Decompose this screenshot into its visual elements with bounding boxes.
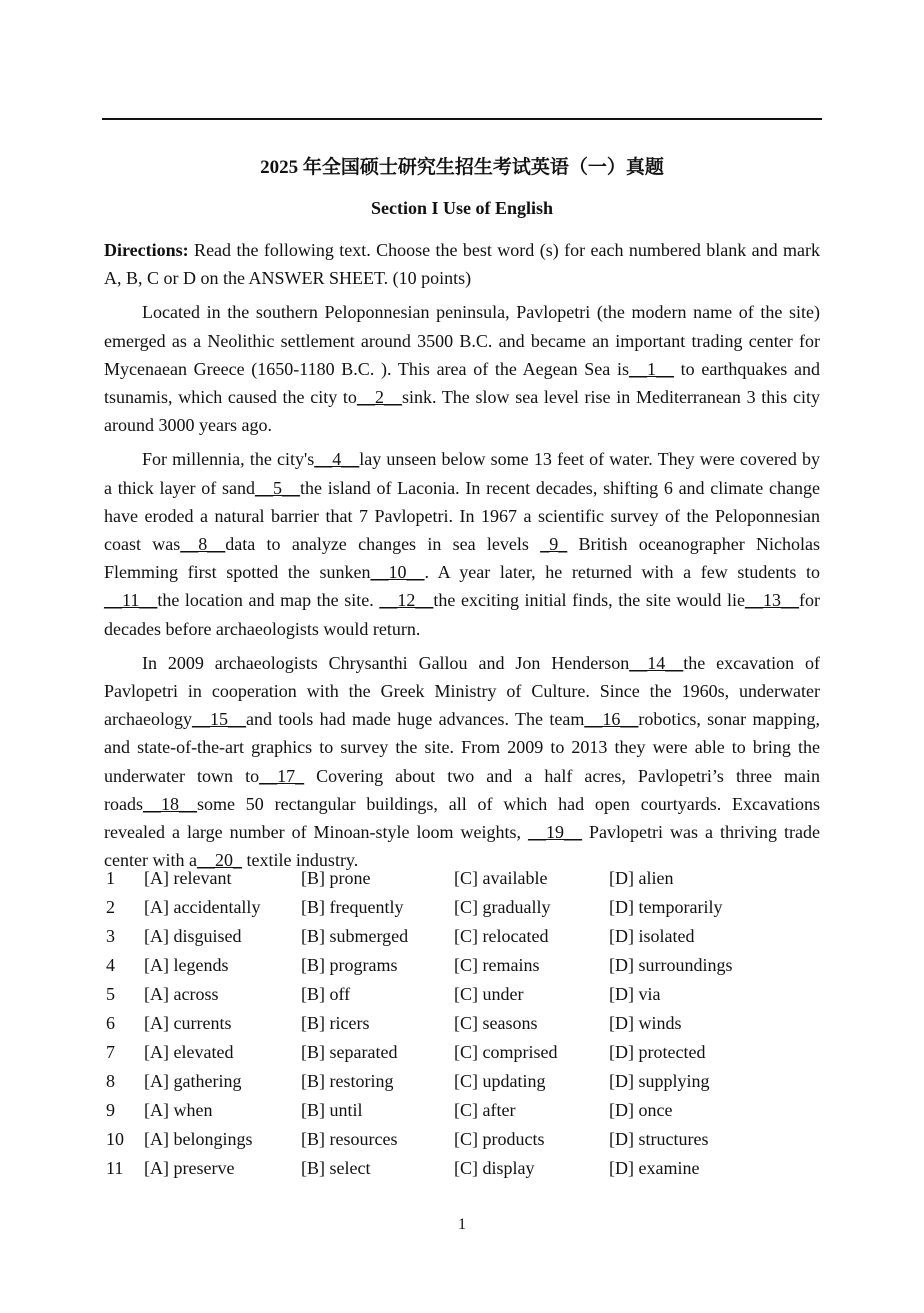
directions-text: Read the following text. Choose the best word (s) for each numbered blank and mark A, B, C or D on the ANSWER SHEET. (10 points) xyxy=(104,240,820,289)
option-b: [B] off xyxy=(301,984,351,1004)
passage-text: Covering about two and a half acres, Pavlopetri’s three main roads xyxy=(104,765,820,814)
page-title: 2025 年全国硕士研究生招生考试英语（一）真题 xyxy=(260,157,664,178)
answer-blank: __12__ xyxy=(379,590,434,611)
question-number: 4 xyxy=(106,955,115,975)
passage-text: to earthquakes and tsunamis, which caused the city to xyxy=(104,358,820,408)
passage-text: For millennia, the city's xyxy=(142,449,315,470)
option-row xyxy=(106,1071,822,1100)
answer-blank: __10__ xyxy=(370,562,425,583)
option-row xyxy=(106,955,822,984)
paragraph xyxy=(104,445,820,642)
passage-text: robotics, sonar mapping, and state-of-the-art graphics to survey the site. From 2009 to 2013 they were able to bring the underwater town to xyxy=(104,709,820,786)
option-row xyxy=(106,897,822,926)
answer-blank: __11__ xyxy=(104,590,158,611)
passage-text: for decades before archaeologists would return. xyxy=(104,590,820,639)
option-c: [C] available xyxy=(454,868,548,888)
directions-label: Directions: xyxy=(104,240,189,260)
option-a: [A] across xyxy=(144,984,219,1004)
option-c: [C] relocated xyxy=(454,926,549,946)
question-number: 10 xyxy=(106,1129,124,1149)
answer-blank: __15__ xyxy=(191,709,246,730)
option-b: [B] prone xyxy=(301,868,371,888)
option-row xyxy=(106,1042,822,1071)
paragraph xyxy=(104,298,820,439)
passage-text: the location and map the site. xyxy=(157,590,380,611)
option-d: [D] protected xyxy=(609,1042,706,1062)
option-row xyxy=(106,926,822,955)
question-number: 7 xyxy=(106,1042,115,1062)
option-c: [C] products xyxy=(454,1129,545,1149)
question-number: 2 xyxy=(106,897,115,917)
question-number: 9 xyxy=(106,1100,115,1120)
option-b: [B] until xyxy=(301,1100,363,1120)
passage-text: textile industry. xyxy=(241,850,359,871)
option-c: [C] gradually xyxy=(454,897,551,917)
passage-text: the exciting initial finds, the site would lie xyxy=(433,590,745,611)
option-a: [A] relevant xyxy=(144,868,232,888)
option-row xyxy=(106,1013,822,1042)
option-d: [D] isolated xyxy=(609,926,695,946)
option-a: [A] disguised xyxy=(144,926,242,946)
option-a: [A] preserve xyxy=(144,1158,235,1178)
passage-text: and tools had made huge advances. The team xyxy=(245,709,585,730)
answer-blank: __8__ xyxy=(180,534,226,555)
option-c: [C] after xyxy=(454,1100,516,1120)
option-row xyxy=(106,868,822,897)
option-d: [D] winds xyxy=(609,1013,682,1033)
option-b: [B] restoring xyxy=(301,1071,394,1091)
option-d: [D] once xyxy=(609,1100,673,1120)
passage-text: Located in the southern Peloponnesian peninsula, Pavlopetri (the modern name of the site) emerged as a Neolithic settlement around 3500 B.C. and became an important trading center for Mycenaean Greece (1650-1180 B.C. ). This area of the Aegean Sea is xyxy=(104,302,820,379)
option-a: [A] legends xyxy=(144,955,229,975)
page-number: 1 xyxy=(458,1216,466,1233)
passage-text: . A year later, he returned with a few students to xyxy=(424,562,821,583)
directions xyxy=(104,236,820,292)
option-a: [A] belongings xyxy=(144,1129,253,1149)
option-row xyxy=(106,1158,822,1187)
passage-text: the island of Laconia. In recent decades, shifting 6 and climate change have eroded a natural barrier that 7 Pavlopetri. In 1967 a scientific survey of the Peloponnesian coast was xyxy=(104,477,820,555)
header-rule xyxy=(102,118,822,120)
option-d: [D] via xyxy=(609,984,661,1004)
paragraph xyxy=(104,649,820,875)
question-number: 1 xyxy=(106,868,115,888)
question-number: 3 xyxy=(106,926,115,946)
answer-blank: __1__ xyxy=(628,358,674,379)
section-title: Section I Use of English xyxy=(370,198,554,218)
option-b: [B] ricers xyxy=(301,1013,370,1033)
passage-text: British oceanographer Nicholas Flemming first spotted the sunken xyxy=(104,534,820,583)
option-row xyxy=(106,1100,822,1129)
option-a: [A] elevated xyxy=(144,1042,234,1062)
option-b: [B] separated xyxy=(301,1042,398,1062)
question-number: 6 xyxy=(106,1013,115,1033)
option-d: [D] supplying xyxy=(609,1071,710,1091)
option-b: [B] programs xyxy=(301,955,398,975)
question-number: 5 xyxy=(106,984,115,1004)
option-c: [C] under xyxy=(454,984,524,1004)
answer-blank: __18__ xyxy=(143,793,197,814)
option-row xyxy=(106,984,822,1013)
question-number: 8 xyxy=(106,1071,115,1091)
answer-blank: __17_ xyxy=(259,765,305,786)
option-b: [B] resources xyxy=(301,1129,398,1149)
option-b: [B] select xyxy=(301,1158,371,1178)
answer-blank: _9_ xyxy=(540,534,568,555)
option-d: [D] structures xyxy=(609,1129,709,1149)
option-c: [C] display xyxy=(454,1158,535,1178)
answer-blank: __19__ xyxy=(528,822,583,843)
options-list xyxy=(106,868,822,1187)
option-d: [D] temporarily xyxy=(609,897,723,917)
passage-text: data to analyze changes in sea levels xyxy=(225,534,541,555)
passage-text: the excavation of Pavlopetri in cooperation with the Greek Ministry of Culture. Since the 1960s, underwater archaeology xyxy=(104,652,820,730)
option-a: [A] when xyxy=(144,1100,213,1120)
option-a: [A] accidentally xyxy=(144,897,261,917)
answer-blank: __14__ xyxy=(629,652,684,673)
option-row xyxy=(106,1129,822,1158)
passage-text: In 2009 archaeologists Chrysanthi Gallou and Jon Henderson xyxy=(142,652,630,673)
passage-text: lay unseen below some 13 feet of water. They were covered by a thick layer of sand xyxy=(104,449,821,498)
answer-blank: __5__ xyxy=(254,477,300,498)
option-c: [C] seasons xyxy=(454,1013,538,1033)
question-number: 11 xyxy=(106,1158,124,1178)
option-c: [C] comprised xyxy=(454,1042,558,1062)
passage-text: Pavlopetri was a thriving trade center with a xyxy=(104,822,820,871)
option-d: [D] alien xyxy=(609,868,674,888)
option-b: [B] frequently xyxy=(301,897,404,917)
option-a: [A] gathering xyxy=(144,1071,242,1091)
option-c: [C] updating xyxy=(454,1071,546,1091)
passage-text: sink. The slow sea level rise in Mediterranean 3 this city around 3000 years ago. xyxy=(104,387,820,436)
answer-blank: __13__ xyxy=(745,590,799,611)
option-d: [D] surroundings xyxy=(609,955,733,975)
passage-text: some 50 rectangular buildings, all of which had open courtyards. Excavations revealed a large number of Minoan-style loom weights, xyxy=(104,793,820,843)
answer-blank: __2__ xyxy=(356,387,402,408)
option-b: [B] submerged xyxy=(301,926,409,946)
option-c: [C] remains xyxy=(454,955,540,975)
answer-blank: __16__ xyxy=(584,709,639,730)
option-d: [D] examine xyxy=(609,1158,700,1178)
option-a: [A] currents xyxy=(144,1013,232,1033)
answer-blank: __4__ xyxy=(314,449,360,470)
passage xyxy=(104,236,820,880)
answer-blank: __20_ xyxy=(196,850,242,871)
